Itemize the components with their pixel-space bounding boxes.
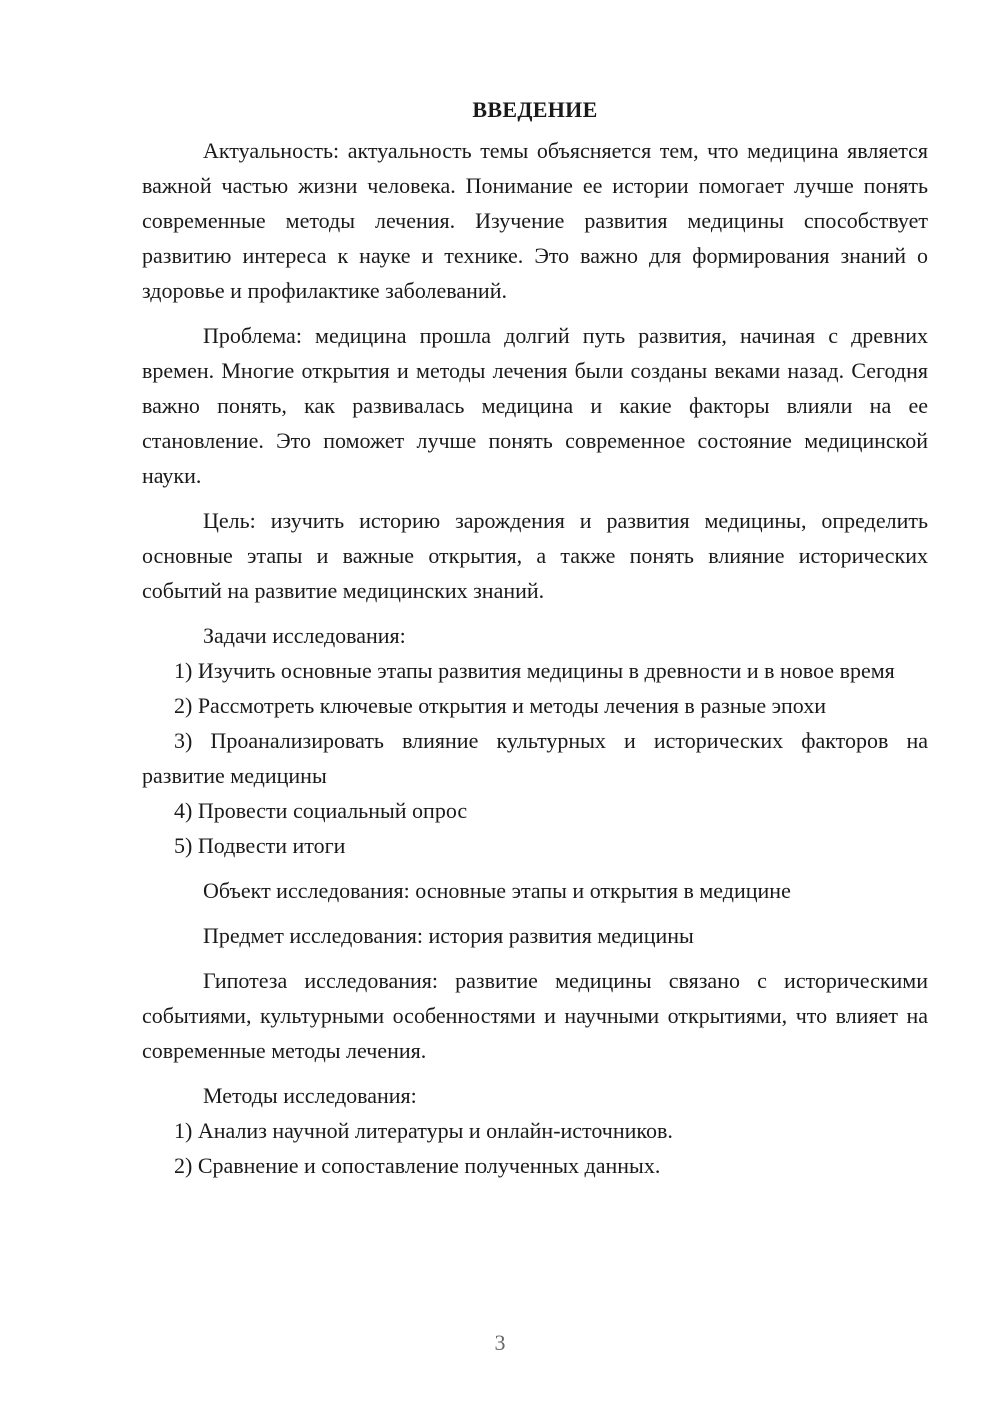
goal-paragraph: Цель: изучить историю зарождения и развития медицины, определить основные этапы и важные открытия, а также понять влияние исторических событий на развитие медицинских знаний. — [142, 508, 928, 603]
problem-paragraph: Проблема: медицина прошла долгий путь развития, начиная с древних времен. Многие открытия и методы лечения были созданы веками назад. Сегодня важно понять, как развивалась медицина и какие факторы влияли на ее становление. Это поможет лучше понять современное состояние медицинской науки. — [142, 323, 928, 488]
object-paragraph: Объект исследования: основные этапы и открытия в медицине — [203, 878, 791, 903]
methods-heading: Методы исследования: — [203, 1083, 417, 1108]
page-number: 3 — [494, 1330, 506, 1355]
task-item-4: 4) Провести социальный опрос — [174, 798, 468, 823]
document-body — [142, 92, 928, 1183]
method-item-1: 1) Анализ научной литературы и онлайн-источников. — [174, 1118, 673, 1143]
task-item-3: 3) Проанализировать влияние культурных и исторических факторов на развитие медицины — [142, 728, 928, 788]
task-item-5: 5) Подвести итоги — [174, 833, 346, 858]
section-title: ВВЕДЕНИЕ — [472, 97, 598, 122]
relevance-paragraph: Актуальность: актуальность темы объясняется тем, что медицина является важной частью жизни человека. Понимание ее истории помогает лучше понять современные методы лечения. Изучение развития медицины способствует развитию интереса к науке и технике. Это важно для формирования знаний о здоровье и профилактике заболеваний. — [142, 138, 928, 303]
hypothesis-paragraph: Гипотеза исследования: развитие медицины связано с историческими событиями, культурными особенностями и научными открытиями, что влияет на современные методы лечения. — [142, 968, 928, 1063]
tasks-heading: Задачи исследования: — [203, 623, 406, 648]
task-item-2: 2) Рассмотреть ключевые открытия и методы лечения в разные эпохи — [174, 693, 827, 718]
task-item-1: 1) Изучить основные этапы развития медицины в древности и в новое время — [174, 658, 895, 683]
subject-paragraph: Предмет исследования: история развития медицины — [203, 923, 694, 948]
method-item-2: 2) Сравнение и сопоставление полученных данных. — [174, 1153, 661, 1178]
